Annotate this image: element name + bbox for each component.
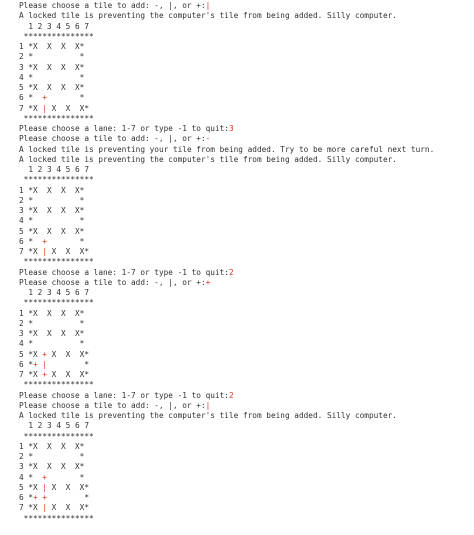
output-text: 2 * * bbox=[19, 318, 85, 328]
output-text: X X X* bbox=[47, 482, 90, 492]
output-text: 4 * * bbox=[19, 339, 85, 349]
output-text: X X X* bbox=[47, 247, 90, 256]
output-text: 7 *X bbox=[19, 370, 43, 379]
output-text: *************** bbox=[19, 113, 94, 123]
output-text: 5 *X X X X* bbox=[19, 83, 85, 92]
console-line bbox=[19, 278, 474, 288]
console-line bbox=[19, 104, 474, 114]
console-line bbox=[19, 216, 474, 226]
console-line bbox=[19, 257, 474, 267]
console-line bbox=[19, 473, 474, 483]
console-line bbox=[19, 493, 474, 503]
console-line bbox=[19, 329, 474, 339]
output-text: 1 2 3 4 5 6 7 bbox=[19, 421, 89, 431]
console-line bbox=[19, 432, 474, 442]
output-text: 3 *X X X X* bbox=[19, 62, 85, 72]
output-text: * bbox=[47, 236, 85, 246]
user-input-text: 2 bbox=[228, 267, 234, 277]
output-text: A locked tile is preventing the computer's tile from being added. Silly computer. bbox=[19, 154, 397, 164]
output-text: 7 *X bbox=[19, 247, 43, 256]
console-line bbox=[19, 186, 474, 196]
console-line bbox=[19, 237, 474, 247]
user-input-text: | bbox=[42, 482, 48, 492]
user-input-text: | bbox=[42, 103, 48, 113]
console-line bbox=[19, 309, 474, 319]
output-text: X X X* bbox=[47, 503, 90, 513]
console-line bbox=[19, 63, 474, 73]
console-line bbox=[19, 1, 474, 11]
user-input-text: | bbox=[42, 359, 48, 369]
console-line bbox=[19, 134, 474, 144]
output-text: 1 *X X X X* bbox=[19, 308, 85, 318]
output-text: 2 * * bbox=[19, 52, 85, 62]
output-text: 4 * * bbox=[19, 72, 85, 82]
console-line bbox=[19, 483, 474, 493]
output-text: Please choose a tile to add: -, |, or +: bbox=[19, 277, 206, 287]
user-input-text: 2 bbox=[228, 390, 234, 400]
console-line bbox=[19, 401, 474, 411]
console-line bbox=[19, 93, 474, 103]
output-text: 3 *X X X X* bbox=[19, 329, 85, 338]
user-input-text: + bbox=[42, 236, 48, 246]
console-line bbox=[19, 227, 474, 237]
output-text: *************** bbox=[19, 380, 94, 390]
output-text: 1 *X X X X* bbox=[19, 441, 85, 451]
output-text: * bbox=[47, 472, 85, 482]
console-line bbox=[19, 114, 474, 124]
user-input-text: - bbox=[205, 134, 211, 144]
user-input-text: + bbox=[205, 277, 211, 287]
user-input-text: + bbox=[33, 359, 38, 369]
console-line bbox=[19, 298, 474, 308]
console-line bbox=[19, 196, 474, 206]
output-text: 7 *X bbox=[19, 503, 43, 513]
console-line bbox=[19, 247, 474, 257]
user-input-text: | bbox=[205, 400, 211, 410]
output-text: A locked tile is preventing the computer's tile from being added. Silly computer. bbox=[19, 411, 397, 420]
output-text: Please choose a tile to add: -, |, or +: bbox=[19, 400, 206, 410]
output-text: 2 * * bbox=[19, 452, 85, 461]
output-text: 6 * bbox=[19, 236, 43, 246]
console-line bbox=[19, 503, 474, 513]
output-text: * bbox=[47, 359, 90, 369]
output-text: X X X* bbox=[47, 349, 90, 359]
console-line bbox=[19, 319, 474, 329]
console-line bbox=[19, 206, 474, 216]
console-line bbox=[19, 175, 474, 185]
output-text: Please choose a lane: 1-7 or type -1 to quit: bbox=[19, 267, 229, 277]
output-text: 1 2 3 4 5 6 7 bbox=[19, 165, 89, 174]
user-input-text: + bbox=[42, 370, 48, 379]
user-input-text: 3 bbox=[228, 124, 234, 133]
output-text: *************** bbox=[19, 513, 94, 523]
console-line bbox=[19, 452, 474, 462]
output-text: *************** bbox=[19, 31, 94, 41]
console-line bbox=[19, 288, 474, 298]
console-line bbox=[19, 73, 474, 83]
console-line bbox=[19, 165, 474, 175]
output-text: *************** bbox=[19, 175, 94, 185]
output-text: Please choose a tile to add: -, |, or +: bbox=[19, 1, 206, 10]
console-line bbox=[19, 11, 474, 21]
output-text: 7 *X bbox=[19, 103, 43, 113]
user-input-text: | bbox=[205, 1, 211, 10]
output-text: 5 *X bbox=[19, 349, 43, 359]
output-text: 1 *X X X X* bbox=[19, 42, 85, 51]
output-text: 5 *X bbox=[19, 482, 43, 492]
console-line bbox=[19, 124, 474, 134]
console-line bbox=[19, 360, 474, 370]
console-line bbox=[19, 83, 474, 93]
output-text: 3 *X X X X* bbox=[19, 462, 85, 472]
console-line bbox=[19, 370, 474, 380]
console-line bbox=[19, 155, 474, 165]
output-text: 6 * bbox=[19, 93, 43, 103]
console-line bbox=[19, 32, 474, 42]
console-line bbox=[19, 42, 474, 52]
console-line bbox=[19, 442, 474, 452]
output-text: 6 * bbox=[19, 359, 33, 369]
console-line bbox=[19, 462, 474, 472]
console-line bbox=[19, 22, 474, 32]
output-text: Please choose a tile to add: -, |, or +: bbox=[19, 134, 206, 144]
output-text: X X X* bbox=[47, 103, 90, 113]
user-input-text: + bbox=[42, 472, 48, 482]
user-input-text: + bbox=[42, 349, 48, 359]
console-line bbox=[19, 514, 474, 524]
output-text: *************** bbox=[19, 431, 94, 441]
console-line bbox=[19, 339, 474, 349]
console-line bbox=[19, 391, 474, 401]
output-text: 6 * bbox=[19, 493, 33, 502]
output-text: 4 * bbox=[19, 472, 43, 482]
console-line bbox=[19, 52, 474, 62]
output-text: 1 2 3 4 5 6 7 bbox=[19, 288, 89, 297]
console-line bbox=[19, 411, 474, 421]
output-text: 2 * * bbox=[19, 195, 85, 205]
output-text: 3 *X X X X* bbox=[19, 206, 85, 215]
output-text: *************** bbox=[19, 257, 94, 267]
output-text: * bbox=[47, 493, 90, 502]
output-text: A locked tile is preventing the computer's tile from being added. Silly computer. bbox=[19, 11, 397, 21]
output-text: 1 2 3 4 5 6 7 bbox=[19, 21, 89, 31]
output-text: A locked tile is preventing your tile from being added. Try to be more careful next turn. bbox=[19, 144, 435, 154]
output-text: Please choose a lane: 1-7 or type -1 to quit: bbox=[19, 124, 229, 133]
console-line bbox=[19, 421, 474, 431]
output-text: *************** bbox=[19, 298, 94, 308]
user-input-text: | bbox=[42, 247, 48, 256]
output-text: * bbox=[47, 93, 85, 103]
console-line bbox=[19, 380, 474, 390]
output-text: 5 *X X X X* bbox=[19, 226, 85, 236]
output-text: Please choose a lane: 1-7 or type -1 to quit: bbox=[19, 390, 229, 400]
output-text: 4 * * bbox=[19, 216, 85, 226]
console-line bbox=[19, 268, 474, 278]
console-line bbox=[19, 145, 474, 155]
user-input-text: + bbox=[33, 493, 38, 502]
user-input-text: | bbox=[42, 503, 48, 513]
user-input-text: + bbox=[42, 93, 48, 103]
user-input-text: + bbox=[42, 493, 48, 502]
output-text: X X X* bbox=[47, 370, 90, 379]
console-line bbox=[19, 350, 474, 360]
output-text: 1 *X X X X* bbox=[19, 185, 85, 195]
